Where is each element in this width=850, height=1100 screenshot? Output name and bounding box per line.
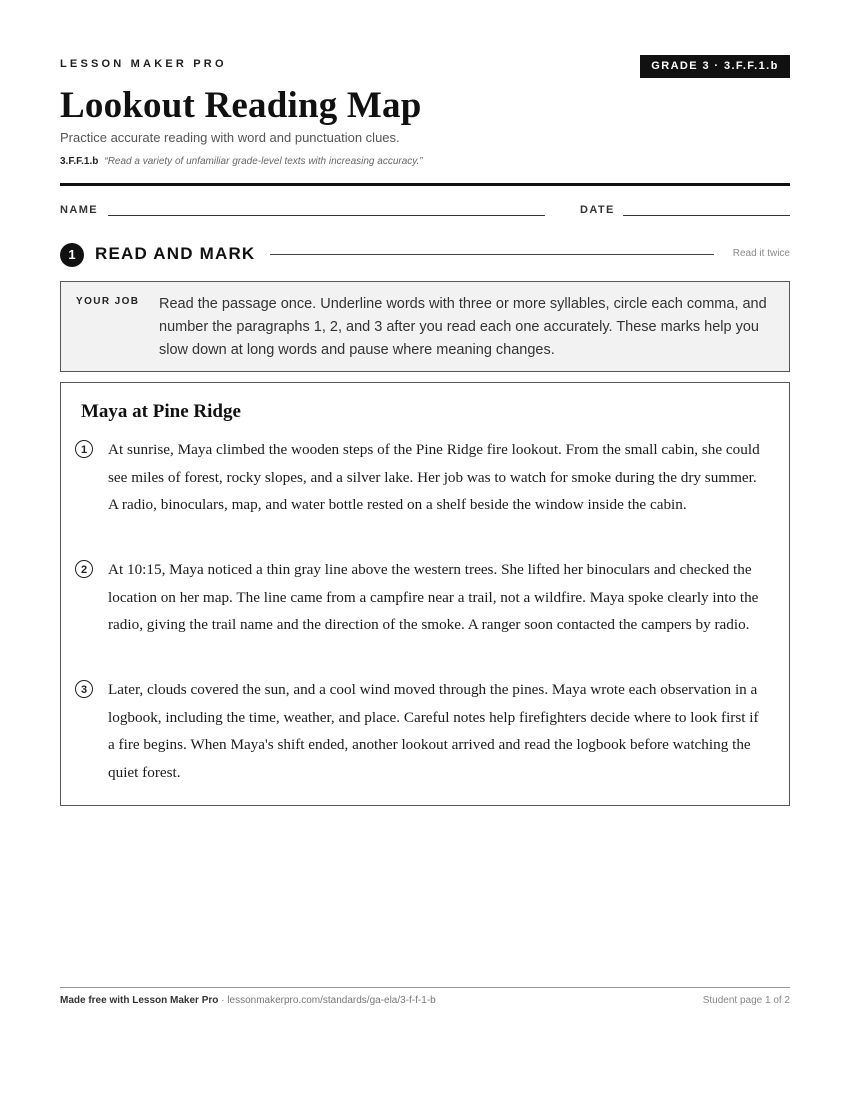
passage-title: Maya at Pine Ridge — [81, 401, 241, 422]
paragraph-number: 1 — [75, 440, 93, 458]
footer-url[interactable]: lessonmakerpro.com/standards/ga-ela/3-f-f-1-b — [227, 995, 436, 1006]
footer-divider — [60, 987, 790, 988]
date-field[interactable] — [623, 215, 790, 216]
header-divider — [60, 183, 790, 186]
page-title: Lookout Reading Map — [60, 85, 422, 126]
reading-passage — [60, 382, 790, 806]
brand-name: LESSON MAKER PRO — [60, 58, 227, 70]
section-title: READ AND MARK — [95, 244, 256, 263]
date-label: DATE — [580, 204, 615, 216]
worksheet-page — [60, 0, 790, 1100]
name-field[interactable] — [108, 215, 545, 216]
standard-code: 3.F.F.1.b — [60, 156, 99, 167]
paragraph-number: 3 — [75, 680, 93, 698]
footer-page-number: Student page 1 of 2 — [702, 995, 790, 1006]
paragraph-text: At sunrise, Maya climbed the wooden steps of the Pine Ridge fire lookout. From the small cabin, she could see miles of forest, rocky slopes, and a silver lake. Her job was to watch for smoke during the dry summer. A radio, binoculars, map, and water bottle rested on a shelf beside the window inside the cabin. — [108, 441, 760, 513]
footer-separator: · — [218, 995, 228, 1006]
section-divider — [270, 254, 714, 255]
section-note: Read it twice — [732, 248, 790, 259]
instructions-text: Read the passage once. Underline words with three or more syllables, circle each comma, and number the paragraphs 1, 2, and 3 after you read each one accurately. These marks help you slow down at long words and pause where meaning changes. — [159, 296, 767, 358]
paragraph-number: 2 — [75, 560, 93, 578]
standard-text: “Read a variety of unfamiliar grade-level texts with increasing accuracy.” — [104, 156, 423, 167]
paragraph-text: At 10:15, Maya noticed a thin gray line above the western trees. She lifted her binoculars and checked the location on her map. The line came from a campfire near a trail, not a wildfire. Maya spoke clearly into the radio, giving the trail name and the direction of the smoke. A ranger soon contacted the campers by radio. — [108, 561, 759, 633]
page-subtitle: Practice accurate reading with word and punctuation clues. — [60, 130, 400, 145]
section-number-badge: 1 — [60, 243, 84, 267]
name-label: NAME — [60, 204, 98, 216]
paragraph-text: Later, clouds covered the sun, and a cool wind moved through the pines. Maya wrote each observation in a logbook, including the time, weather, and place. Careful notes help firefighters decide where to look first if a fire begins. When Maya's shift ended, another lookout arrived and read the logbook before watching the quiet forest. — [108, 681, 759, 781]
footer-made-with: Made free with Lesson Maker Pro — [60, 995, 219, 1006]
grade-badge: GRADE 3 · 3.F.F.1.b — [640, 55, 790, 78]
footer-credit — [60, 995, 436, 1006]
instructions-label: YOUR JOB — [76, 296, 140, 307]
instructions-box — [60, 281, 790, 372]
standard-line — [60, 156, 423, 167]
